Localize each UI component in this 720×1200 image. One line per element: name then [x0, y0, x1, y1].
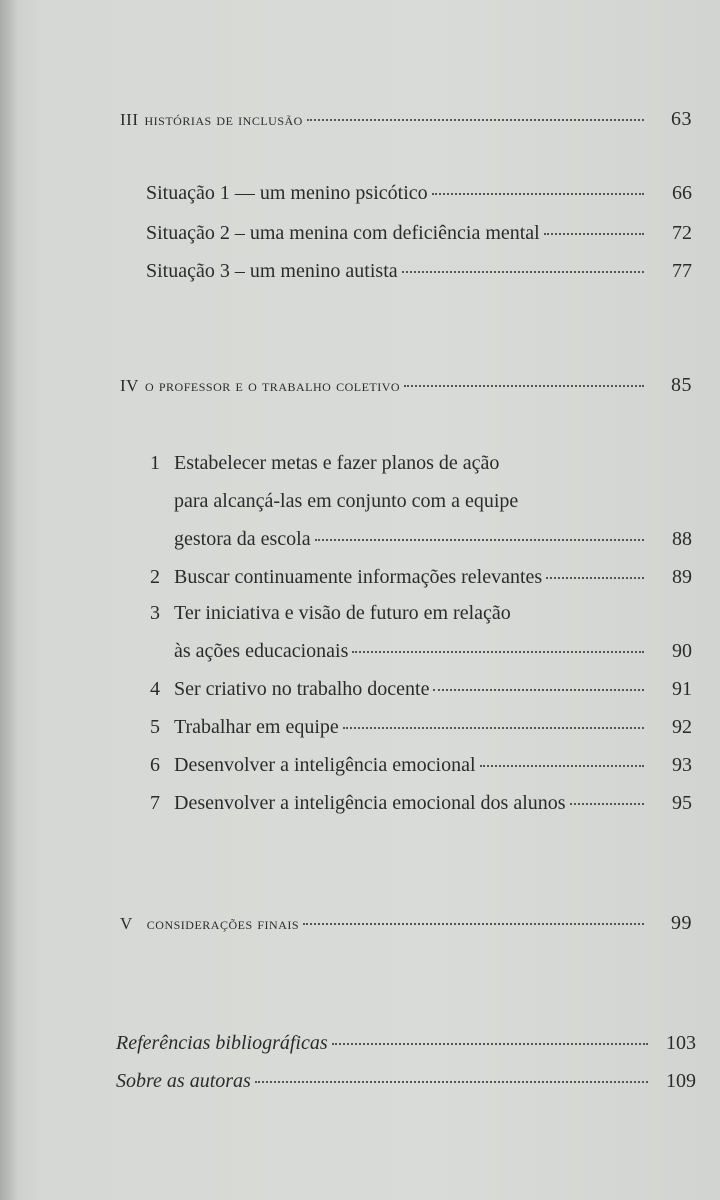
item-3-line-1: Ter iniciativa e visão de futuro em relação	[174, 602, 511, 624]
toc-item-3	[0, 640, 720, 663]
toc-item-5	[0, 716, 720, 739]
toc-item-4	[0, 678, 720, 701]
dot-leader	[570, 803, 644, 805]
item-7-number: 7	[150, 792, 160, 814]
item-1-last-line: gestora da escola	[174, 528, 311, 550]
item-5-title: Trabalhar em equipe	[174, 716, 339, 738]
about-authors-title: Sobre as autoras	[116, 1070, 251, 1092]
situation-1-title: Situação 1 — um menino psicótico	[146, 182, 428, 204]
item-3-number: 3	[150, 602, 160, 624]
item-5-number: 5	[150, 716, 160, 738]
toc-situation-2	[0, 222, 720, 245]
chapter-4-roman: IV	[120, 376, 139, 395]
item-2-page: 89	[672, 566, 692, 588]
item-6-title: Desenvolver a inteligência emocional	[174, 754, 476, 776]
item-2-number: 2	[150, 566, 160, 588]
toc-situation-3	[0, 260, 720, 283]
item-1-line-1: Estabelecer metas e fazer planos de ação	[174, 452, 500, 474]
situation-1-page: 66	[672, 182, 692, 204]
chapter-5-page: 99	[671, 912, 692, 934]
toc-chapter-4	[0, 374, 720, 397]
dot-leader	[315, 539, 644, 541]
dot-leader	[255, 1081, 648, 1083]
item-1-number: 1	[150, 452, 160, 474]
dot-leader	[402, 271, 644, 273]
item-4-number: 4	[150, 678, 160, 700]
item-4-title: Ser criativo no trabalho docente	[174, 678, 430, 700]
chapter-3-page: 63	[671, 108, 692, 130]
page-edge-shadow	[0, 0, 18, 1200]
dot-leader	[546, 577, 644, 579]
item-5-page: 92	[672, 716, 692, 738]
situation-2-page: 72	[672, 222, 692, 244]
dot-leader	[544, 233, 644, 235]
item-7-page: 95	[672, 792, 692, 814]
dot-leader	[480, 765, 644, 767]
dot-leader	[432, 193, 644, 195]
item-1-page: 88	[672, 528, 692, 550]
dot-leader	[303, 923, 644, 925]
chapter-5-title: considerações finais	[146, 914, 300, 933]
toc-situation-1	[0, 182, 720, 205]
item-2-title: Buscar continuamente informações relevantes	[174, 566, 543, 588]
item-3-page: 90	[672, 640, 692, 662]
toc-chapter-5	[0, 912, 720, 935]
dot-leader	[343, 727, 644, 729]
item-1-line-2: para alcançá-las em conjunto com a equipe	[174, 490, 519, 512]
item-6-page: 93	[672, 754, 692, 776]
toc-item-7	[0, 792, 720, 815]
toc-references	[0, 1032, 720, 1055]
situation-3-page: 77	[672, 260, 692, 282]
about-authors-page: 109	[666, 1070, 696, 1092]
chapter-5-roman: V	[120, 914, 133, 933]
situation-3-title: Situação 3 – um menino autista	[146, 260, 398, 282]
item-4-page: 91	[672, 678, 692, 700]
chapter-3-roman: III	[120, 110, 139, 129]
toc-about-authors	[0, 1070, 720, 1093]
chapter-4-title: o professor e o trabalho coletivo	[144, 376, 401, 395]
dot-leader	[433, 689, 644, 691]
item-7-title: Desenvolver a inteligência emocional dos alunos	[174, 792, 566, 814]
toc-item-1	[0, 528, 720, 551]
dot-leader	[404, 385, 644, 387]
dot-leader	[332, 1043, 648, 1045]
references-title: Referências bibliográficas	[116, 1032, 328, 1054]
chapter-4-page: 85	[671, 374, 692, 396]
dot-leader	[352, 651, 644, 653]
toc-item-2	[0, 566, 720, 589]
item-6-number: 6	[150, 754, 160, 776]
toc-item-6	[0, 754, 720, 777]
chapter-3-title: histórias de inclusão	[144, 110, 303, 129]
references-page: 103	[666, 1032, 696, 1054]
item-3-last-line: às ações educacionais	[174, 640, 349, 662]
dot-leader	[307, 119, 644, 121]
situation-2-title: Situação 2 – uma menina com deficiência mental	[146, 222, 540, 244]
toc-chapter-3	[0, 108, 720, 131]
